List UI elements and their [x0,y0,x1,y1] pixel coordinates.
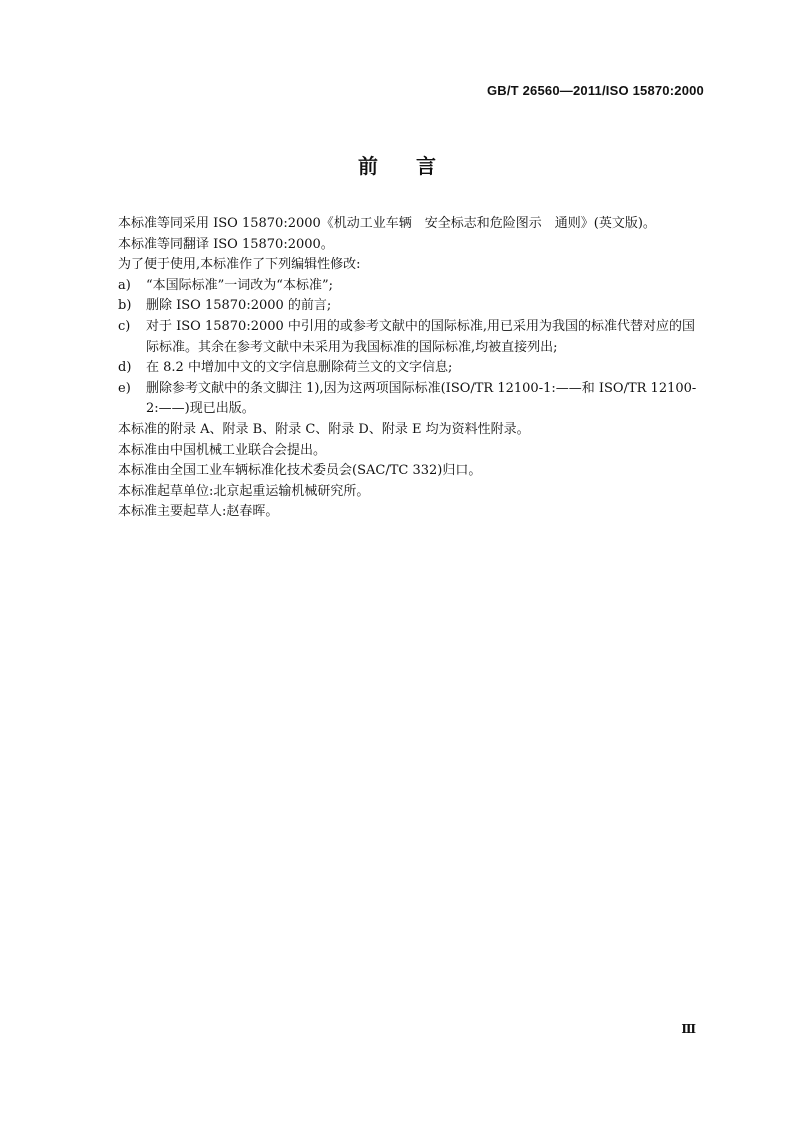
list-item-text: 对于 ISO 15870:2000 中引用的或参考文献中的国际标准,用已采用为我国的标准代替对应的国际标准。其余在参考文献中未采用为我国标准的国际标准,均被直接列出; [146,318,696,355]
paragraph: 本标准主要起草人:赵春晖。 [118,504,279,520]
paragraph: 本标准由中国机械工业联合会提出。 [118,442,327,458]
page-number: Ⅲ [681,1022,696,1036]
list-item [118,276,708,297]
paragraph: 本标准的附录 A、附录 B、附录 C、附录 D、附录 E 均为资料性附录。 [118,421,530,437]
paragraph: 本标准等同翻译 ISO 15870:2000。 [118,236,334,252]
list-item [118,317,708,358]
paragraph: 本标准由全国工业车辆标准化技术委员会(SAC/TC 332)归口。 [118,463,482,479]
list-item-text: 删除参考文献中的条文脚注 1),因为这两项国际标准(ISO/TR 12100-1:——和 ISO/TR 12100-2:——)现已出版。 [146,380,697,417]
list-marker: e) [118,380,131,396]
standard-code: GB/T 26560—2011/ISO 15870:2000 [486,83,704,98]
paragraph: 为了便于使用,本标准作了下列编辑性修改: [118,257,361,273]
list-marker: c) [118,318,131,334]
paragraph: 本标准等同采用 ISO 15870:2000《机动工业车辆 安全标志和危险图示 通则》(英文版)。 [118,216,656,231]
list-marker: a) [118,277,131,293]
paragraph: 本标准起草单位:北京起重运输机械研究所。 [118,483,370,499]
list-item-text: 删除 ISO 15870:2000 的前言; [146,298,332,314]
list-marker: d) [118,360,132,376]
list-item-text: 在 8.2 中增加中文的文字信息删除荷兰文的文字信息; [146,360,453,376]
foreword-body [118,214,708,523]
list-item [118,296,708,317]
page-title: 前言 [358,154,474,178]
list-item [118,379,708,420]
list-marker: b) [118,298,132,314]
list-item [118,358,708,379]
list-item-text: “本国际标准”一词改为“本标准”; [146,277,333,293]
